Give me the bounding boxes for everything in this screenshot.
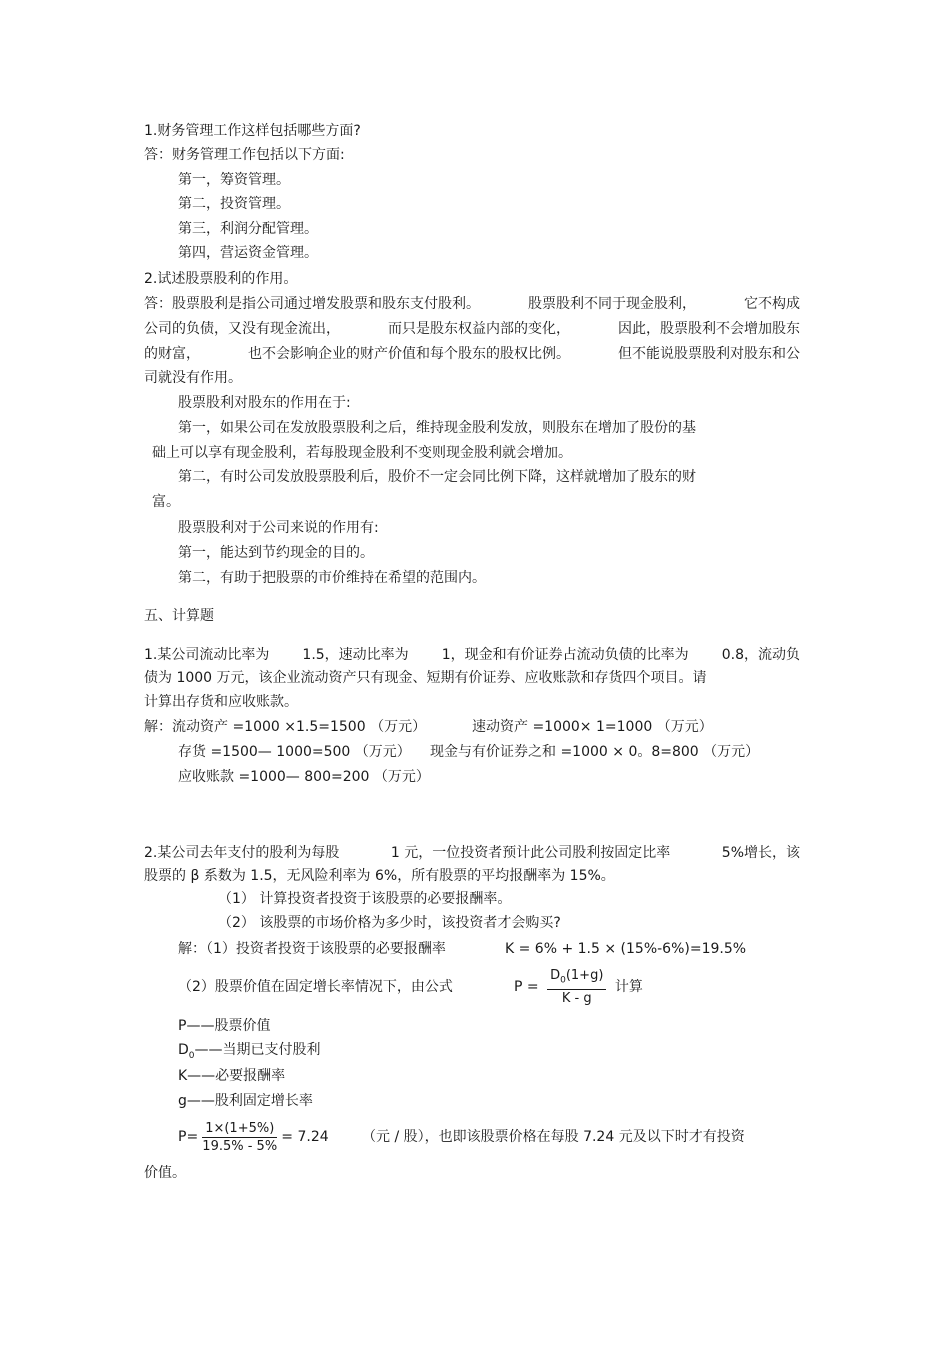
q2-company-title: 股票股利对于公司来说的作用有:	[178, 520, 379, 536]
q2-shareholder-point-1b: 础上可以享有现金股利，若每股现金股利不变则现金股利就会增加。	[152, 445, 572, 461]
q1-item-2: 第二，投资管理。	[178, 196, 290, 212]
c1-solution-2b: 现金与有价证券之和 =1000 × 0。8=800 （万元）	[430, 744, 760, 760]
q1-answer: 答：财务管理工作包括以下方面:	[144, 147, 345, 163]
section-title: 五、计算题	[144, 608, 214, 624]
q2-shareholder-point-2a: 第二，有时公司发放股票股利后，股价不一定会同比例下降，这样就增加了股东的财	[178, 469, 696, 485]
c2-line-1: 2.某公司去年支付的股利为每股 1 元，一位投资者预计此公司股利按固定比率 5%增长，该	[144, 845, 800, 861]
c2-result: P= $\frac{1\times(1+5\%)}{19.5\% - 5\%}$ = 7.24	[178, 1120, 329, 1154]
c1-solution-1b: 速动资产 =1000× 1=1000 （万元）	[472, 719, 713, 735]
def-p: P——股票价值	[178, 1018, 271, 1034]
c1-solution-3: 应收账款 =1000— 800=200 （万元）	[178, 769, 430, 785]
c2-result-end: 价值。	[144, 1165, 186, 1181]
def-k: K——必要报酬率	[178, 1068, 286, 1084]
q2-answer-line-1: 答：股票股利是指公司通过增发股票和股东支付股利。 股票股利不同于现金股利， 它不构成	[144, 296, 800, 312]
c1-solution-2a: 存货 =1500— 1000=500 （万元）	[178, 744, 411, 760]
formula-p: P =	[514, 979, 539, 995]
q1-item-1: 第一，筹资管理。	[178, 172, 290, 188]
def-d0: $D_0——$当期已支付股利	[178, 1042, 321, 1061]
q2-company-point-2: 第二，有助于把股票的市价维持在希望的范围内。	[178, 570, 486, 586]
q2-shareholder-title: 股票股利对股东的作用在于:	[178, 395, 351, 411]
q1-item-3: 第三，利润分配管理。	[178, 221, 318, 237]
c1-solution-1a: 解：流动资产 =1000 ×1.5=1500 （万元）	[144, 719, 427, 735]
c2-solution-2-text: （2）股票价值在固定增长率情况下，由公式	[178, 979, 453, 995]
c2-sub-question-2: （2） 该股票的市场价格为多少时，该投资者才会购买?	[218, 915, 561, 931]
c1-line-2: 债为 1000 万元，该企业流动资产只有现金、短期有价证券、应收账款和存货四个项目。请	[144, 670, 707, 686]
c2-solution-1a: 解：（1）投资者投资于该股票的必要报酬率	[178, 941, 446, 957]
q2-shareholder-point-1a: 第一，如果公司在发放股票股利之后，维持现金股利发放，则股东在增加了股份的基	[178, 420, 696, 436]
c2-sub-question-1: （1） 计算投资者投资于该股票的必要报酬率。	[218, 891, 512, 907]
q1-question: 1.财务管理工作这样包括哪些方面?	[144, 123, 361, 139]
q2-answer-line-3: 的财富， 也不会影响企业的财产价值和每个股东的股权比例。 但不能说股票股利对股东和公	[144, 346, 800, 362]
result-fraction: $\frac{1\times(1+5\%)}{19.5\% - 5\%}$	[202, 1120, 278, 1154]
q2-question: 2.试述股票股利的作用。	[144, 271, 298, 287]
formula-after: 计算	[614, 979, 643, 995]
def-g: g——股利固定增长率	[178, 1093, 313, 1109]
q2-company-point-1: 第一，能达到节约现金的目的。	[178, 545, 374, 561]
c2-line-2: 股票的 β 系数为 1.5，无风险利率为 6%，所有股票的平均报酬率为 15%。	[144, 868, 615, 884]
q1-item-4: 第四，营运资金管理。	[178, 245, 318, 261]
c1-line-1: 1.某公司流动比率为 1.5，速动比率为 1，现金和有价证券占流动负债的比率为 0.8，流动负	[144, 647, 800, 663]
c2-solution-1b: K = 6% + 1.5 × (15%-6%)=19.5%	[505, 941, 747, 957]
formula-fraction: $\frac{D_0(1+g)}{K - g}$	[547, 967, 606, 1008]
c2-result-text: （元 / 股），也即该股票价格在每股 7.24 元及以下时才有投资	[362, 1129, 745, 1145]
c2-formula	[514, 966, 643, 1008]
c1-line-3: 计算出存货和应收账款。	[144, 694, 298, 710]
q2-answer-line-4: 司就没有作用。	[144, 370, 242, 386]
q2-answer-line-2: 公司的负债，又没有现金流出， 而只是股东权益内部的变化， 因此，股票股利不会增加股东	[144, 321, 800, 337]
q2-shareholder-point-2b: 富。	[152, 494, 180, 510]
